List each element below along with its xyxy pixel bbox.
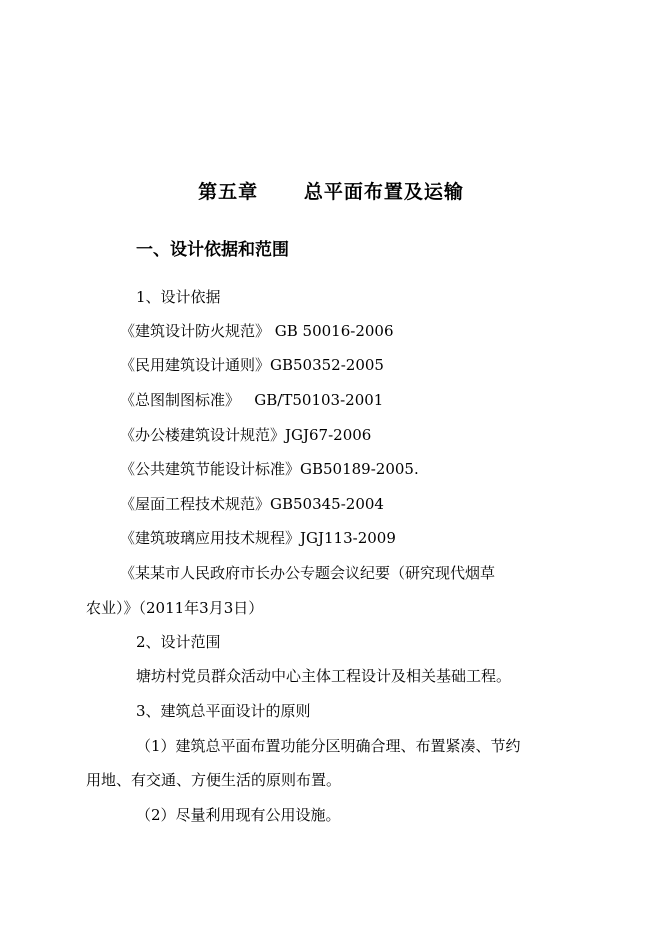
section-heading: 一、设计依据和范围 bbox=[136, 240, 289, 260]
subsection-design-scope: 2、设计范围 bbox=[136, 633, 221, 651]
reference-drawing-standard: 《总图制图标准》 GB/T50103-2001 bbox=[120, 391, 384, 409]
reference-meeting-minutes: 《某某市人民政府市长办公专题会议纪要（研究现代烟草 bbox=[120, 564, 496, 582]
principle-2: （2）尽量利用现有公用设施。 bbox=[136, 806, 341, 824]
reference-roofing-code: 《屋面工程技术规范》GB50345-2004 bbox=[120, 495, 384, 513]
reference-glass-code: 《建筑玻璃应用技术规程》JGJ113-2009 bbox=[120, 529, 396, 547]
principle-1: （1）建筑总平面布置功能分区明确合理、布置紧凑、节约 bbox=[136, 737, 521, 755]
design-scope-text: 塘坊村党员群众活动中心主体工程设计及相关基础工程。 bbox=[136, 667, 512, 685]
reference-fire-code: 《建筑设计防火规范》 GB 50016-2006 bbox=[120, 322, 394, 340]
chapter-title: 第五章 总平面布置及运输 bbox=[198, 181, 464, 203]
subsection-layout-principles: 3、建筑总平面设计的原则 bbox=[136, 702, 311, 720]
reference-civil-building-code: 《民用建筑设计通则》GB50352-2005 bbox=[120, 356, 384, 374]
reference-office-building-code: 《办公楼建筑设计规范》JGJ67-2006 bbox=[120, 426, 372, 444]
reference-energy-standard: 《公共建筑节能设计标准》GB50189-2005. bbox=[120, 460, 419, 478]
reference-meeting-minutes-cont: 农业）》（2011年3月3日） bbox=[86, 599, 264, 617]
principle-1-cont: 用地、有交通、方便生活的原则布置。 bbox=[86, 771, 342, 789]
subsection-design-basis: 1、设计依据 bbox=[136, 288, 221, 306]
